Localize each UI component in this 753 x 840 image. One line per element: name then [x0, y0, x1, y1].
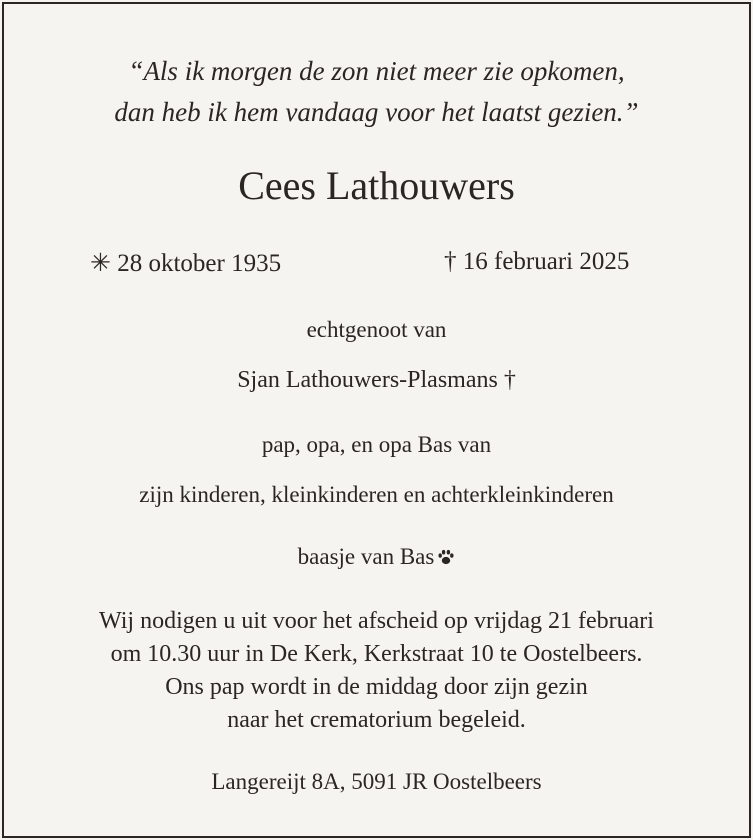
- spouse-name: Sjan Lathouwers-Plasmans: [237, 367, 498, 393]
- invitation-line-3: Ons pap wordt in de middag door zijn gezin: [165, 674, 588, 700]
- quote-line-1: “Als ik morgen de zon niet meer zie opkomen,: [128, 56, 625, 86]
- death-date-group: [444, 248, 629, 276]
- birth-date: 28 oktober 1935: [117, 250, 282, 277]
- invitation-line-2: om 10.30 uur in De Kerk, Kerkstraat 10 te Oostelbeers.: [110, 641, 643, 667]
- birth-star-icon: ✳: [90, 250, 111, 277]
- spouse-line: [4, 367, 749, 394]
- spouse-intro: echtgenoot van: [306, 317, 447, 342]
- funeral-notice-card: [2, 2, 751, 838]
- family-intro: pap, opa, en opa Bas van: [261, 432, 492, 457]
- pet-text: baasje van Bas: [297, 544, 435, 569]
- address: Langereijt 8A, 5091 JR Oostelbeers: [211, 769, 542, 794]
- paw-icon: [437, 546, 455, 572]
- invitation-line-4: naar het crematorium begeleid.: [227, 707, 526, 733]
- quote-line-2: dan heb ik hem vandaag voor het laatst gezien.”: [114, 97, 639, 127]
- invitation-line-1: Wij nodigen u uit voor het afscheid op vrijdag 21 februari: [99, 608, 654, 634]
- pet-line: [4, 544, 749, 572]
- death-date: 16 februari 2025: [462, 248, 630, 275]
- family-line: zijn kinderen, kleinkinderen en achterkleinkinderen: [139, 482, 614, 507]
- deceased-name: Cees Lathouwers: [238, 163, 515, 208]
- birth-date-group: [90, 248, 281, 278]
- spouse-cross-icon: †: [503, 367, 516, 393]
- cross-icon: †: [444, 248, 457, 275]
